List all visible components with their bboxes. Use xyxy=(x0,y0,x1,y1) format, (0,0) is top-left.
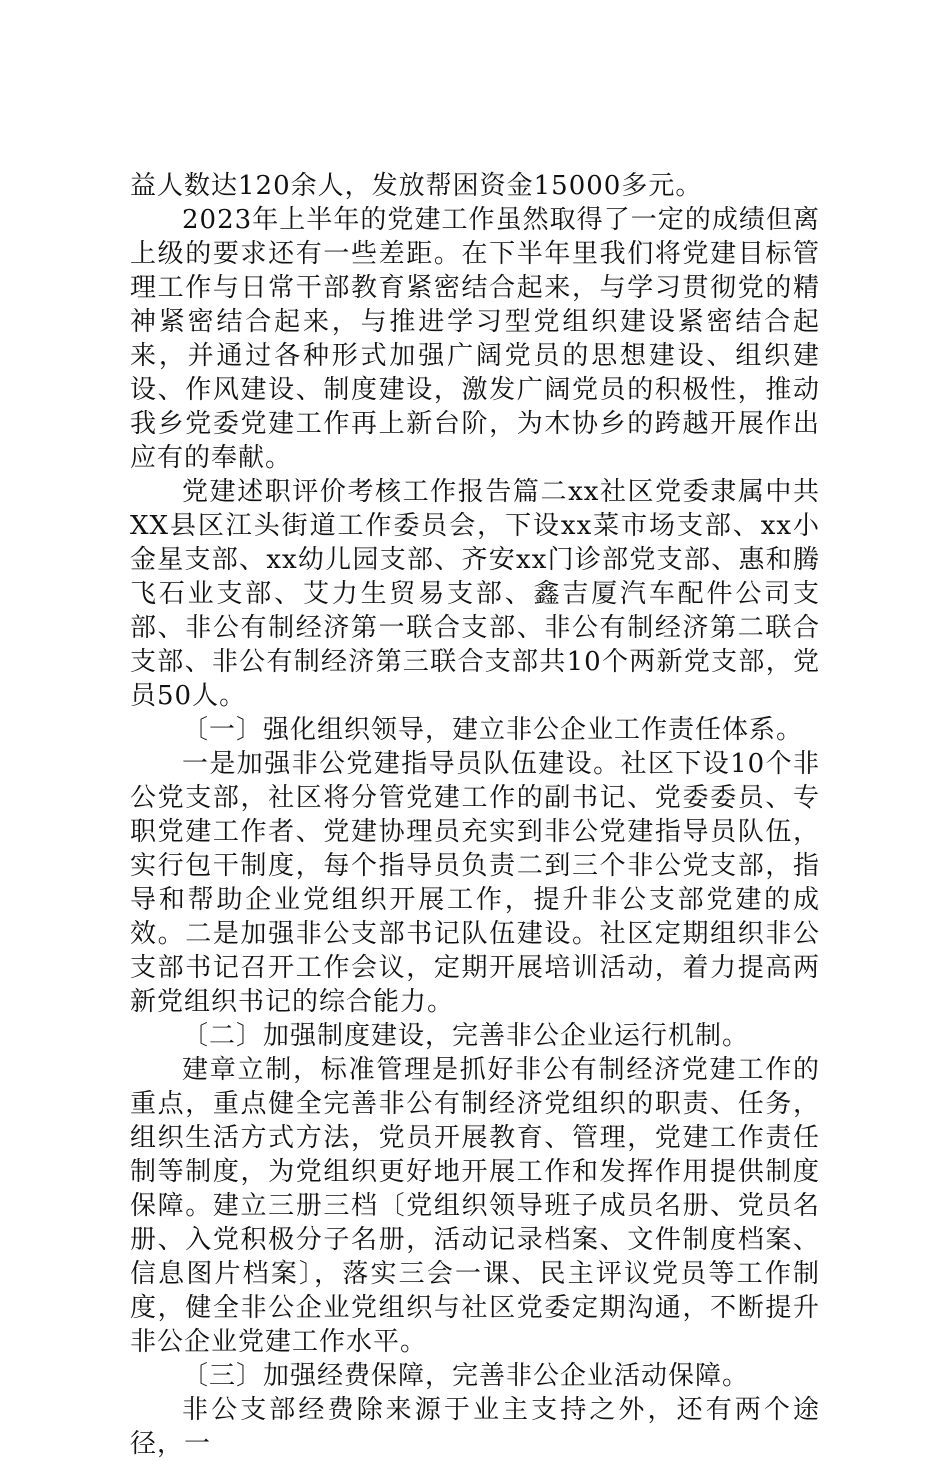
paragraph-section-2: 建章立制，标准管理是抓好非公有制经济党建工作的重点，重点健全完善非公有制经济党组织的职责、任务，组织生活方式方法，党员开展教育、管理，党建工作责任制等制度，为党组织更好地开展工作和发挥作用提供制度保障。建立三册三档〔党组织领导班子成员名册、党员名册、入党积极分子名册，活动记录档案、文件制度档案、信息图片档案〕，落实三会一课、民主评议党员等工作制度，健全非公企业党组织与社区党委定期沟通，不断提升非公企业党建工作水平。 xyxy=(130,1055,820,1357)
document-body xyxy=(130,169,820,1461)
section-heading-3: 〔三〕加强经费保障，完善非公企业活动保障。 xyxy=(182,1361,750,1391)
section-heading-2: 〔二〕加强制度建设，完善非公企业运行机制。 xyxy=(182,1021,750,1051)
section-heading-1: 〔一〕强化组织领导，建立非公企业工作责任体系。 xyxy=(182,715,804,745)
paragraph-continuation: 益人数达120余人，发放帮困资金15000多元。 xyxy=(130,171,703,201)
paragraph-report-intro: 党建述职评价考核工作报告篇二xx社区党委隶属中共XX县区江头街道工作委员会，下设xx菜市场支部、xx小金星支部、xx幼儿园支部、齐安xx门诊部党支部、惠和腾飞石业支部、艾力生贸易支部、鑫吉厦汽车配件公司支部、非公有制经济第一联合支部、非公有制经济第二联合支部、非公有制经济第三联合支部共10个两新党支部，党员50人。 xyxy=(130,477,820,711)
paragraph-section-3: 非公支部经费除来源于业主支持之外，还有两个途径，一 xyxy=(130,1395,820,1459)
paragraph-summary: 2023年上半年的党建工作虽然取得了一定的成绩但离上级的要求还有一些差距。在下半年里我们将党建目标管理工作与日常干部教育紧密结合起来，与学习贯彻党的精神紧密结合起来，与推进学习型党组织建设紧密结合起来，并通过各种形式加强广阔党员的思想建设、组织建设、作风建设、制度建设，激发广阔党员的积极性，推动我乡党委党建工作再上新台阶，为木协乡的跨越开展作出应有的奉献。 xyxy=(130,205,820,473)
paragraph-section-1: 一是加强非公党建指导员队伍建设。社区下设10个非公党支部，社区将分管党建工作的副书记、党委委员、专职党建工作者、党建协理员充实到非公党建指导员队伍，实行包干制度，每个指导员负责二到三个非公党支部，指导和帮助企业党组织开展工作，提升非公支部党建的成效。二是加强非公支部书记队伍建设。社区定期组织非公支部书记召开工作会议，定期开展培训活动，着力提高两新党组织书记的综合能力。 xyxy=(130,749,820,1017)
